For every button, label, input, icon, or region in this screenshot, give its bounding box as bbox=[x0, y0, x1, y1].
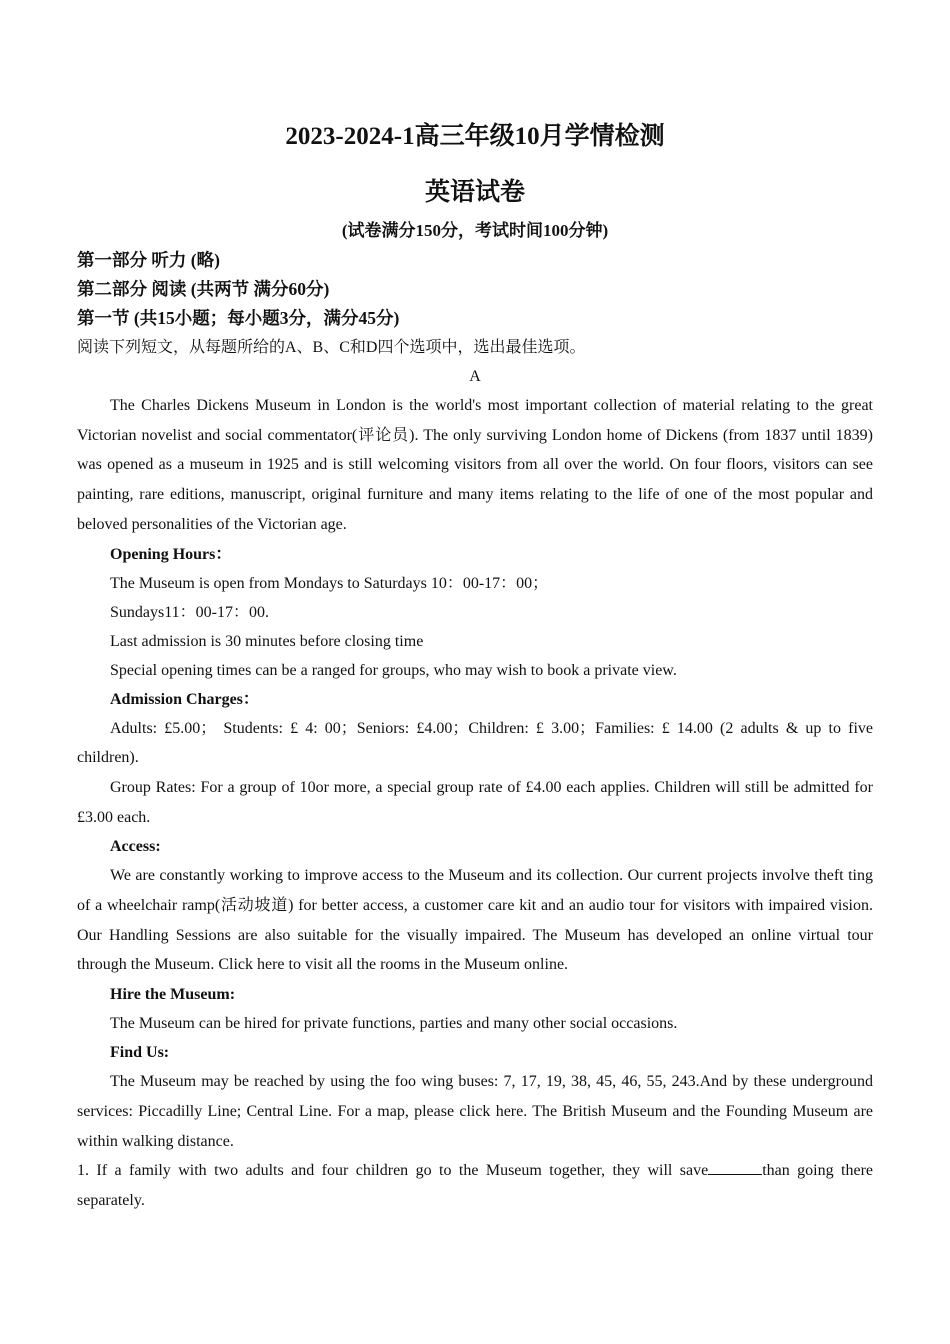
access-heading: Access: bbox=[110, 838, 161, 856]
hire-heading: Hire the Museum: bbox=[110, 986, 236, 1004]
opening-hours-heading: Opening Hours： bbox=[110, 545, 232, 563]
part1-heading: 第一部分 听力 (略) bbox=[77, 250, 220, 270]
exam-title: 2023-2024-1高三年级10月学情检测 bbox=[285, 123, 665, 150]
opening-hours-line: The Museum is open from Mondays to Saturdays 10：00-17：00； bbox=[110, 574, 549, 592]
exam-page bbox=[77, 118, 873, 1216]
score-note: (试卷满分150分，考试时间100分钟) bbox=[341, 221, 609, 240]
question-1-tail: than going there separately. bbox=[77, 1162, 873, 1209]
find-us-text: The Museum may be reached by using the foo wing buses: 7, 17, 19, 38, 45, 46, 55, 243.And by these underground services: Piccadilly Line; Central Line. For a map, please click here. The British Museum and the Founding Museum are within walking distance. bbox=[77, 1073, 873, 1150]
opening-hours-line: Special opening times can be a ranged for groups, who may wish to book a private view. bbox=[110, 661, 677, 679]
part2-heading: 第二部分 阅读 (共两节 满分60分) bbox=[77, 279, 330, 299]
opening-hours-line: Sundays11：00-17：00. bbox=[110, 603, 269, 621]
opening-hours-line: Last admission is 30 minutes before closing time bbox=[110, 632, 424, 650]
passage-intro: The Charles Dickens Museum in London is the world's most important collection of material relating to the great Victorian novelist and social commentator(评论员). The only surviving London home of Dickens (from 1837 until 1839) was opened as a museum in 1925 and is still welcoming visitors from all over the world. On four floors, visitors can see painting, rare editions, manuscript, original furniture and many items relating to the life of one of the most popular and beloved personalities of the Victorian age. bbox=[77, 397, 873, 533]
passage-letter: A bbox=[469, 368, 481, 385]
instruction-text: 阅读下列短文，从每题所给的A、B、C和D四个选项中，选出最佳选项。 bbox=[77, 339, 586, 356]
admission-heading: Admission Charges： bbox=[110, 690, 259, 708]
question-1 bbox=[77, 1156, 873, 1215]
section1-heading: 第一节 (共15小题；每小题3分，满分45分) bbox=[77, 308, 400, 328]
exam-subtitle: 英语试卷 bbox=[424, 179, 525, 206]
group-rates: Group Rates: For a group of 10or more, a special group rate of £4.00 each applies. Children will still be admitted for £3.00 each. bbox=[77, 778, 873, 826]
question-1-stem: 1. If a family with two adults and four children go to the Museum together, they will save bbox=[77, 1162, 709, 1180]
hire-text: The Museum can be hired for private functions, parties and many other social occasions. bbox=[110, 1015, 678, 1033]
access-text: We are constantly working to improve access to the Museum and its collection. Our current projects involve theft ting of a wheelchair ramp(活动坡道) for better access, a customer care kit and an audio tour for visitors with impaired vision. Our Handling Sessions are also suitable for the visually impaired. The Museum has developed an online virtual tour through the Museum. Click here to visit all the rooms in the Museum online. bbox=[77, 867, 873, 974]
answer-blank bbox=[708, 1160, 762, 1175]
admission-prices: Adults: £5.00； Students: £ 4: 00；Seniors: £4.00；Children: £ 3.00；Families: £ 14.00 (2 adults & up to five children). bbox=[77, 719, 873, 767]
find-us-heading: Find Us: bbox=[110, 1044, 170, 1062]
